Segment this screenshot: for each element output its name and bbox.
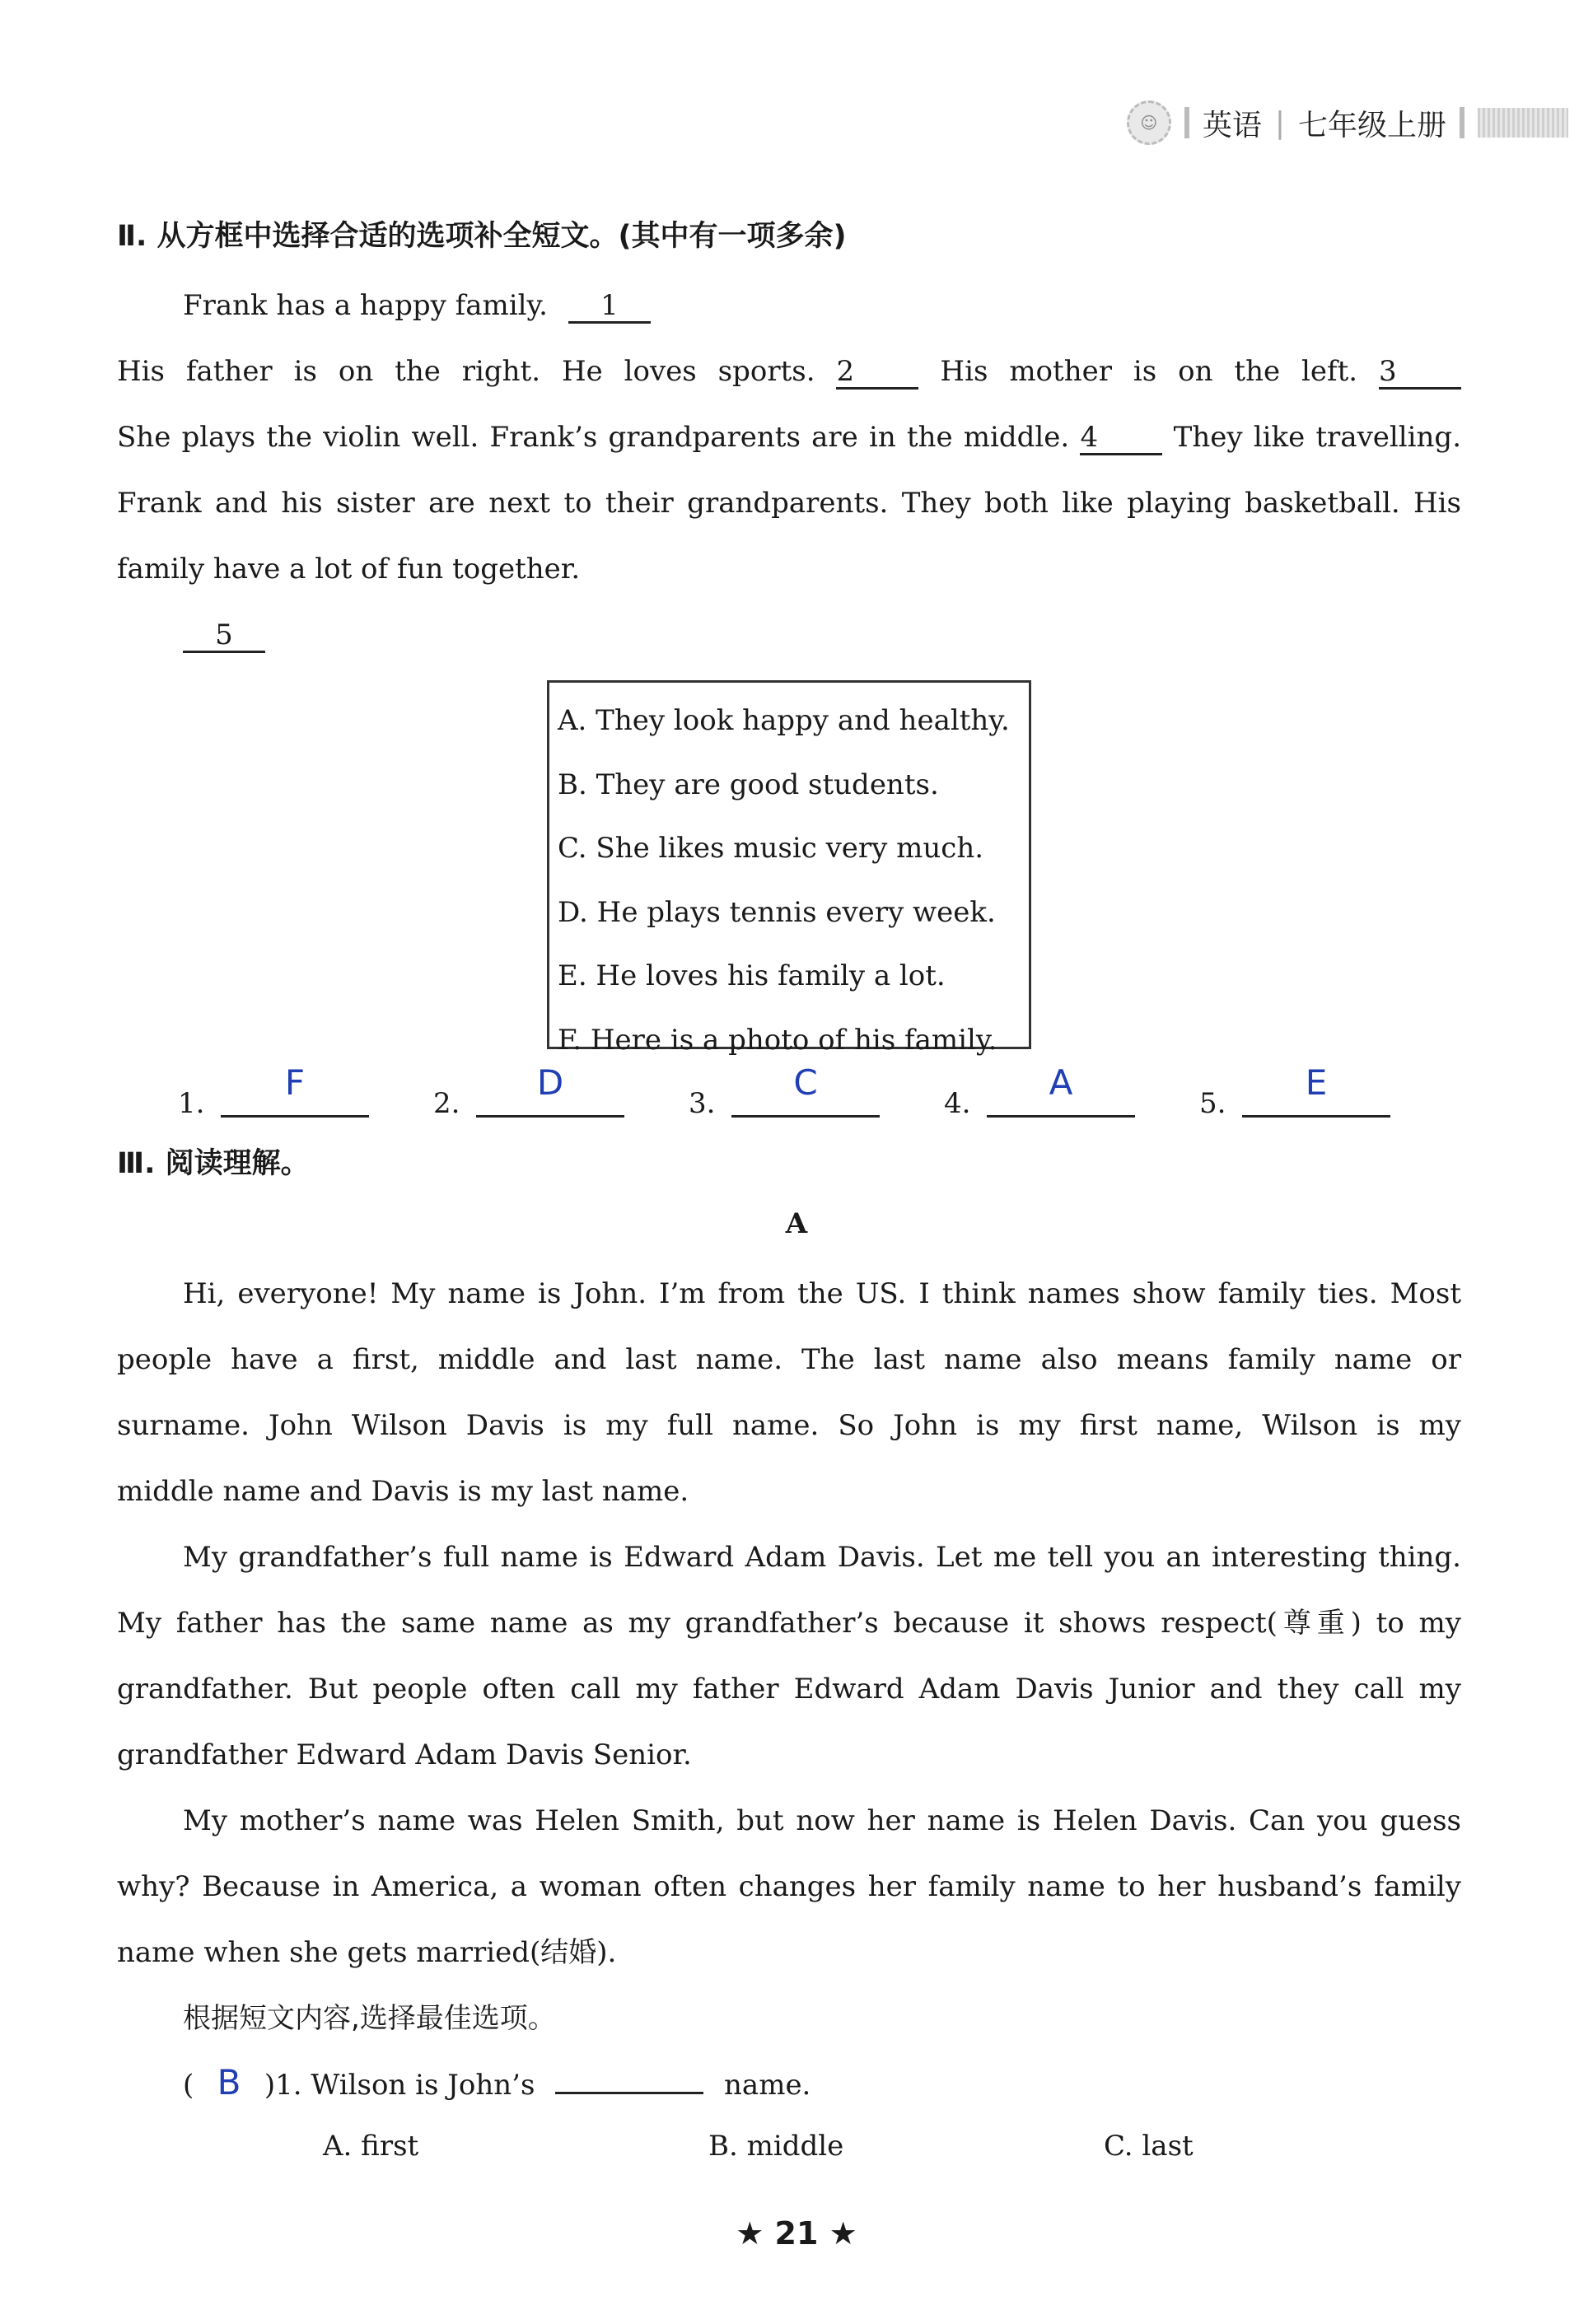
star-icon: ★ <box>829 2215 857 2252</box>
answer-input[interactable]: C <box>731 1062 880 1118</box>
option-b: B. They are good students. <box>558 768 939 801</box>
answer-input[interactable]: F <box>221 1062 369 1118</box>
choice-a[interactable]: A. first <box>323 2130 419 2163</box>
paren-open: ( <box>183 2069 194 2102</box>
options-box <box>547 680 1031 1057</box>
paragraph-line: grandfather. But people often call my father Edward Adam Davis Junior and they call my <box>117 1673 1461 1706</box>
paragraph-line: people have a first, middle and last name. The last name also means family name or <box>117 1343 1461 1376</box>
answer-input[interactable]: A <box>987 1062 1135 1118</box>
text-run: They like travelling. <box>1173 421 1462 454</box>
section3-title: Ⅲ. 阅读理解。 <box>117 1147 310 1180</box>
header-separator: | <box>1274 105 1285 140</box>
blank-5: 5 <box>183 619 265 653</box>
choice-c[interactable]: C. last <box>1104 2130 1194 2163</box>
question-1-stem: )1. Wilson is John’s <box>264 2069 535 2102</box>
page-header <box>1127 97 1568 148</box>
paragraph-line: name when she gets married(结婚). <box>117 1936 617 1969</box>
question-1-tail: name. <box>724 2069 811 2102</box>
sun-logo-icon: ☺ <box>1127 100 1171 145</box>
option-c: C. She likes music very much. <box>558 832 984 866</box>
blank-4: 4 <box>1080 422 1162 455</box>
paragraph-line: Hi, everyone! My name is John. I’m from the US. I think names show family ties. Most <box>183 1277 1461 1310</box>
header-grade: 七年级上册 <box>1297 108 1446 142</box>
blank-1: 1 <box>568 290 651 324</box>
answer-input[interactable]: E <box>1242 1062 1390 1118</box>
divider-bars <box>1184 107 1189 138</box>
choice-b[interactable]: B. middle <box>708 2130 844 2163</box>
option-e: E. He loves his family a lot. <box>558 959 946 993</box>
page-number <box>0 2215 1593 2252</box>
question-1-answer[interactable]: B <box>217 2062 241 2102</box>
paragraph-line: My father has the same name as my grandfather’s because it shows respect(尊重) to my <box>117 1607 1461 1640</box>
divider-bars <box>1460 107 1465 138</box>
paragraph-line: surname. John Wilson Davis is my full name. So John is my first name, Wilson is my <box>117 1409 1461 1442</box>
text-run: His father is on the right. He loves sports. <box>117 355 815 388</box>
answer-number: 4. <box>944 1087 971 1120</box>
option-f: F. Here is a photo of his family. <box>558 1023 997 1057</box>
header-stripe <box>1478 108 1568 138</box>
passage-line <box>117 352 1461 390</box>
paragraph-line: middle name and Davis is my last name. <box>117 1475 689 1508</box>
option-a: A. They look happy and healthy. <box>558 704 1010 737</box>
passage-line <box>117 418 1461 456</box>
text-run: Frank has a happy family. <box>183 289 548 322</box>
blank-3: 3 <box>1379 356 1461 390</box>
answer-number: 2. <box>433 1087 460 1120</box>
question-1 <box>183 2064 811 2104</box>
page-number-text: 21 <box>774 2215 819 2252</box>
paragraph-line: My mother’s name was Helen Smith, but now her name is Helen Davis. Can you guess <box>183 1804 1461 1837</box>
answer-number: 1. <box>178 1087 205 1120</box>
star-icon: ★ <box>736 2215 764 2252</box>
answers-row <box>178 1062 1413 1128</box>
paragraph-line: grandfather Edward Adam Davis Senior. <box>117 1738 692 1771</box>
paragraph-line: My grandfather’s full name is Edward Adam Davis. Let me tell you an interesting thing. <box>183 1541 1461 1574</box>
question-1-blank <box>555 2092 703 2094</box>
answer-number: 5. <box>1199 1087 1226 1120</box>
text-run: She plays the violin well. Frank’s grandparents are in the middle. <box>117 421 1070 454</box>
blank-2: 2 <box>836 356 918 390</box>
answer-number: 3. <box>689 1087 716 1120</box>
passage-label: A <box>785 1207 808 1240</box>
answer-input[interactable]: D <box>476 1062 624 1118</box>
paragraph-line: why? Because in America, a woman often changes her family name to her husband’s family <box>117 1870 1461 1903</box>
passage-line <box>183 616 265 654</box>
passage-line <box>183 287 651 324</box>
text-run: His mother is on the left. <box>940 355 1358 388</box>
passage-line: family have a lot of fun together. <box>117 553 581 586</box>
section2-title: Ⅱ. 从方框中选择合适的选项补全短文。(其中有一项多余) <box>117 220 847 253</box>
option-d: D. He plays tennis every week. <box>558 895 996 929</box>
instruction: 根据短文内容,选择最佳选项。 <box>183 2002 556 2035</box>
header-subject: 英语 <box>1202 108 1262 142</box>
passage-line: Frank and his sister are next to their grandparents. They both like playing basketball. His <box>117 487 1461 520</box>
